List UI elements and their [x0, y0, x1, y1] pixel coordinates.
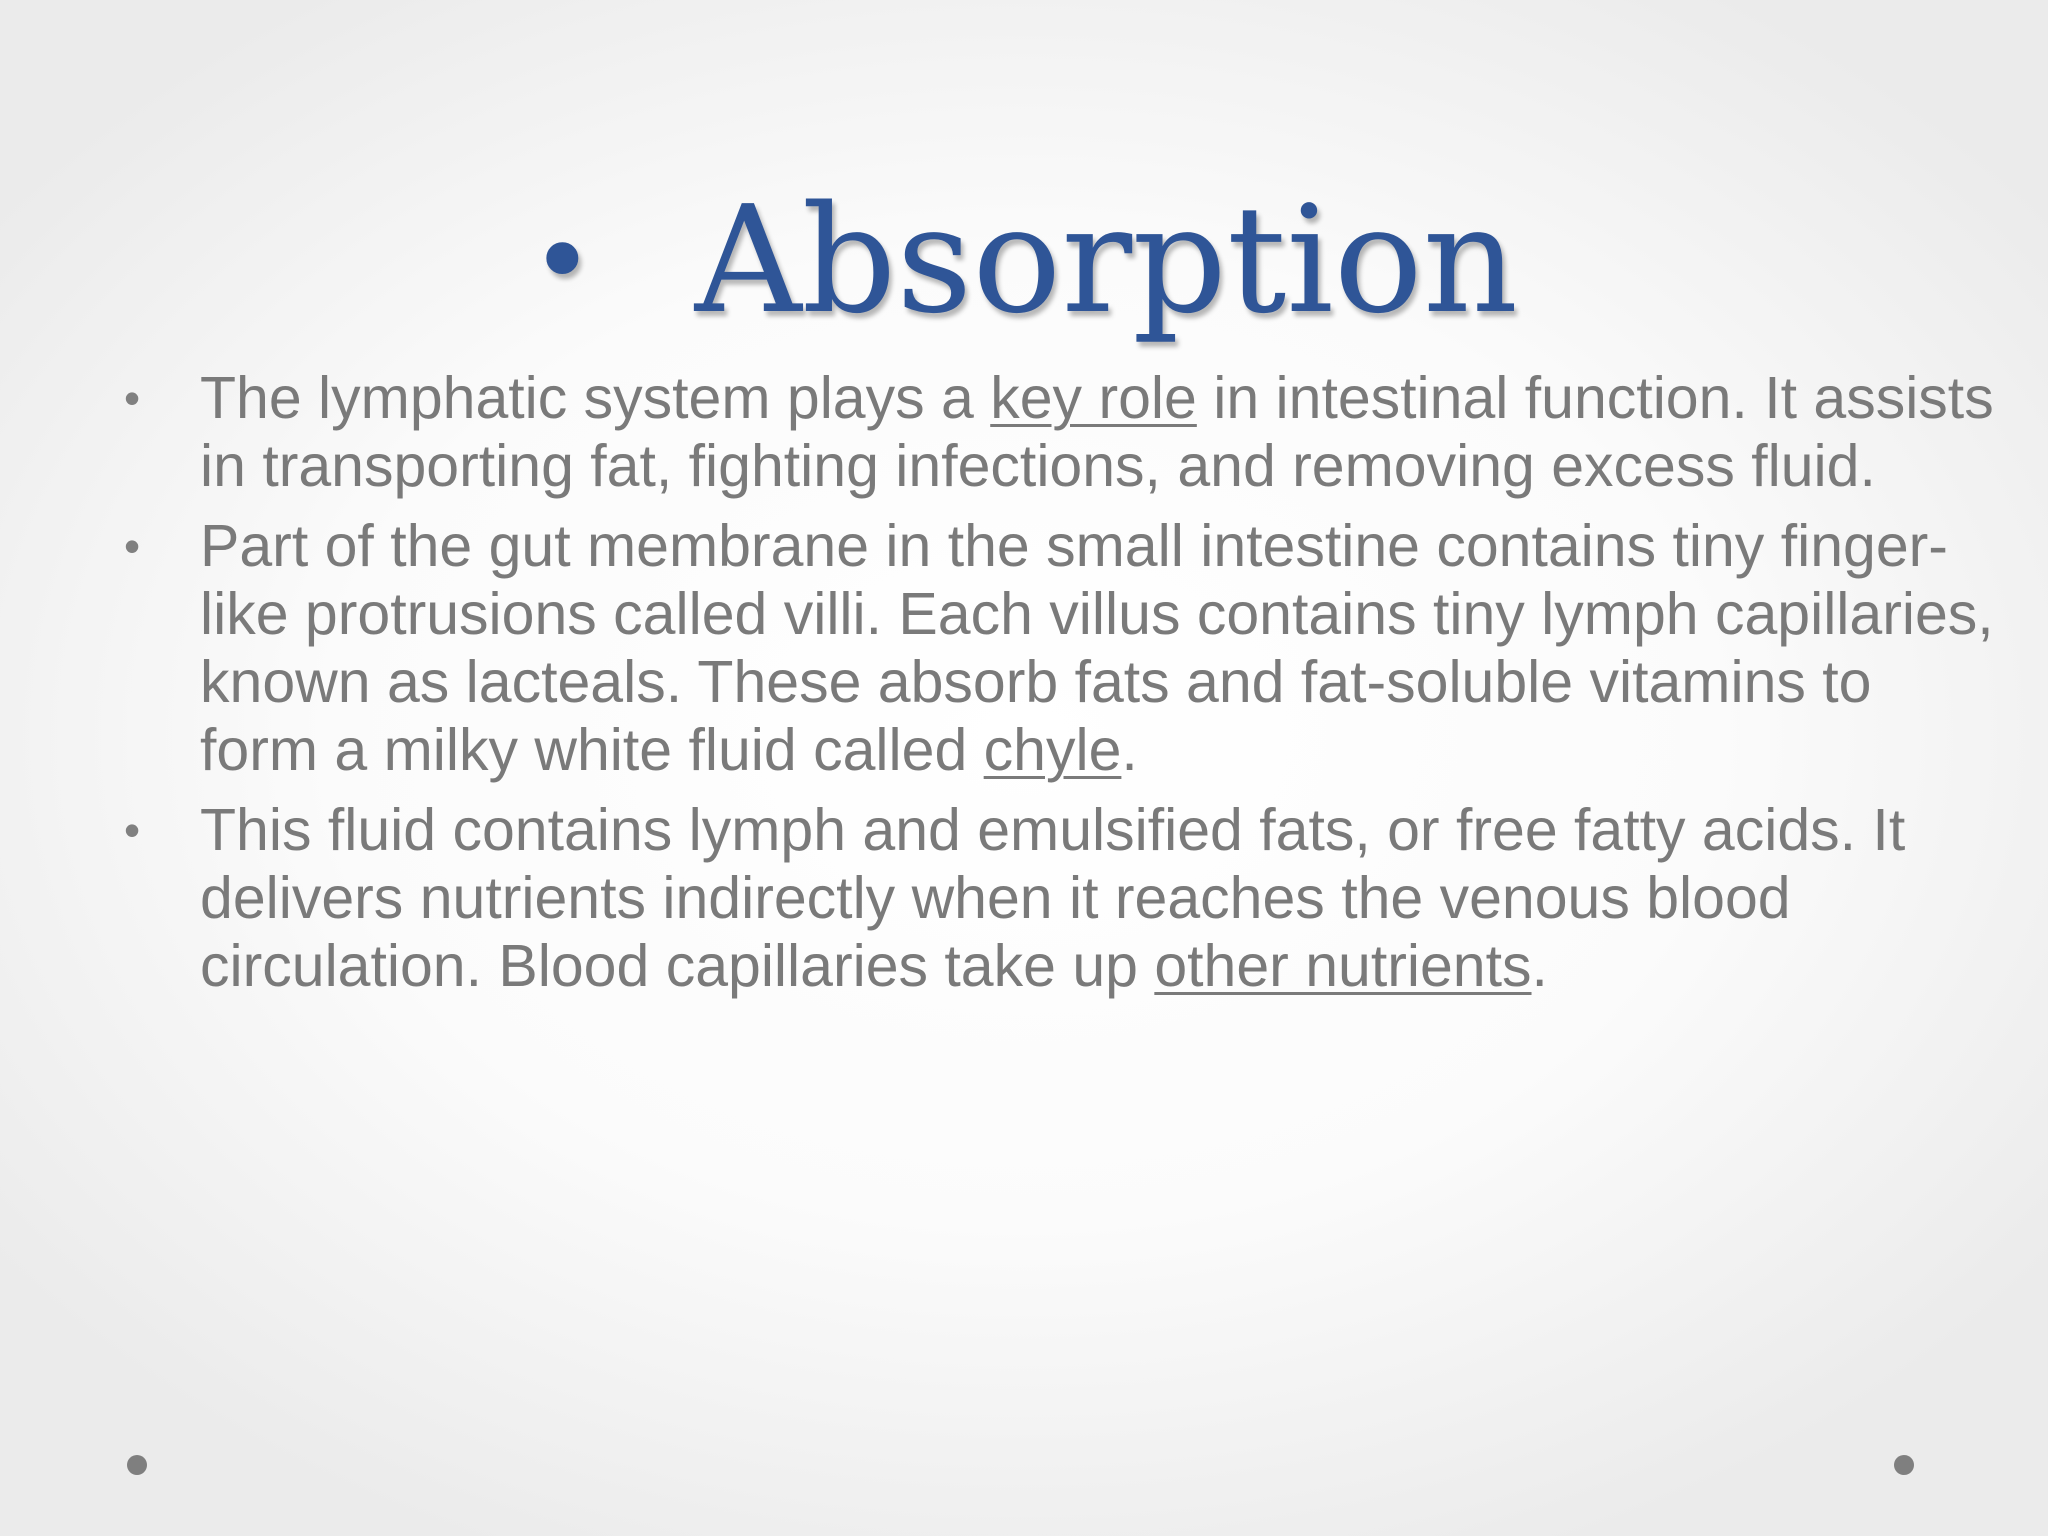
- corner-dot-right-icon: [1894, 1455, 1914, 1475]
- bullet-2-text-after: .: [1121, 717, 1138, 783]
- bullet-icon: •: [124, 520, 141, 572]
- chyle-link[interactable]: chyle: [983, 717, 1122, 783]
- other-nutrients-link[interactable]: other nutrients: [1154, 933, 1532, 999]
- bullet-item-1: [124, 364, 2004, 500]
- bullet-list: [124, 364, 2004, 1012]
- bullet-icon: •: [124, 804, 141, 856]
- title-bullet-icon: •: [529, 197, 595, 325]
- key-role-link[interactable]: key role: [990, 365, 1197, 431]
- corner-dot-left-icon: [127, 1455, 147, 1475]
- bullet-1-text-before: The lymphatic system plays a: [200, 365, 991, 431]
- bullet-item-3: [124, 796, 2004, 1000]
- slide-title: [0, 160, 2048, 361]
- bullet-3-text-after: .: [1531, 933, 1548, 999]
- bullet-3-text: This fluid contains lymph and emulsified fats, or free fatty acids. It delivers nutrients indirectly when it reaches the venous blood circulation. Blood capillaries take up: [200, 797, 1906, 999]
- slide-title-text: Absorption: [694, 174, 1519, 346]
- bullet-item-2: [124, 512, 2004, 784]
- bullet-2-text: Part of the gut membrane in the small intestine contains tiny finger-like protrusions called villi. Each villus contains tiny lymph capillaries, known as lacteals. These absorb fats and fat-soluble vitamins to form a milky white fluid called: [200, 513, 1994, 783]
- bullet-1-text-after: in intestinal function. It assists in transporting fat, fighting infections, and removing excess fluid.: [200, 365, 1994, 499]
- bullet-icon: •: [124, 372, 141, 424]
